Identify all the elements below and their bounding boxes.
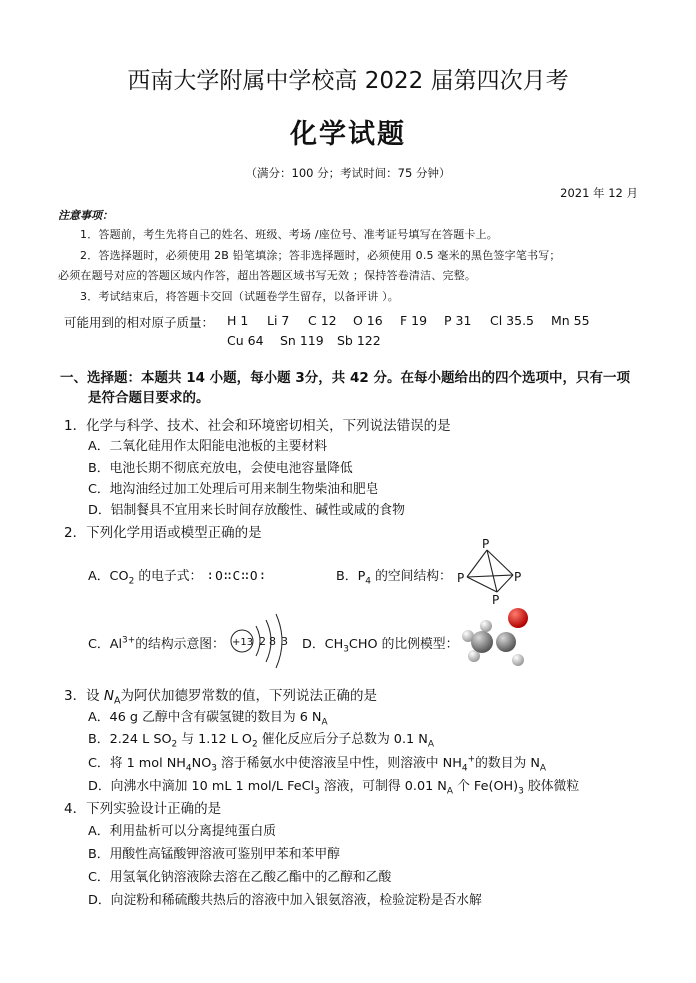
q2-stem: 2．下列化学用语或模型正确的是 (64, 525, 262, 541)
al3-atom-structure-diagram (226, 608, 301, 674)
p-atom-top: P (482, 537, 490, 551)
co2-lewis-structure: ∶O∷C∷O∶ (206, 569, 268, 584)
q4-option-c: C．用氢氧化钠溶液除去溶在乙酸乙酯中的乙醇和乙酸 (88, 870, 392, 885)
section-heading-line1: 一、选择题：本题共 14 小题，每小题 3分，共 42 分。在每小题给出的四个选项中，只有一项 (60, 370, 630, 386)
q1-option-a: A．二氧化硅用作太阳能电池板的主要材料 (88, 439, 328, 454)
atomic-mass-mn: Mn 55 (551, 313, 590, 328)
atomic-mass-p: P 31 (444, 313, 472, 328)
notice-heading: 注意事项： (58, 209, 113, 222)
atomic-mass-li: Li 7 (267, 313, 290, 328)
atomic-mass-h: H 1 (227, 313, 249, 328)
p4-structure-diagram (455, 537, 535, 607)
hydrogen-atom-4 (512, 654, 524, 666)
shell-2-electrons: 8 (269, 635, 276, 648)
q4-option-b: B．用酸性高锰酸钾溶液可鉴别甲苯和苯甲醇 (88, 847, 340, 862)
q4-option-d: D．向淀粉和稀硫酸共热后的溶液中加入银氨溶液，检验淀粉是否水解 (88, 893, 482, 908)
section-heading-line2: 是符合题目要求的。 (88, 390, 210, 406)
nucleus-charge: +13 (232, 637, 254, 648)
atomic-mass-f: F 19 (400, 313, 428, 328)
exam-title: 西南大学附属中学校高 2022 届第四次月考 (127, 68, 569, 94)
q2-option-b: B．$P_4$ 的空间结构： (336, 569, 452, 587)
notice-item-3: 3．考试结束后，将答题卡交回（试题卷学生留存，以备评讲 ）。 (80, 290, 399, 303)
notice-item-2-cont: 必须在题号对应的答题区域内作答，超出答题区域书写无效 ；保持答卷清洁、完整。 (58, 269, 477, 282)
p-atom-right: P (514, 570, 522, 584)
notice-item-2: 2．答选择题时，必须使用 2B 铅笔填涂；答非选择题时，必须使用 0.5 毫米的黑色签字笔书写； (80, 249, 561, 262)
shell-1-electrons: 2 (259, 635, 266, 648)
q4-option-a: A．利用盐析可以分离提纯蛋白质 (88, 824, 276, 839)
q3-option-d: D．向沸水中滴加 10 mL 1 mol/L FeCl$_3$ 溶液，可制得 0.01 $N_A$ 个 $Fe(OH)_3$ 胶体微粒 (88, 779, 580, 797)
atomic-mass-sn: Sn 119 (280, 333, 324, 348)
atomic-mass-cu: Cu 64 (227, 333, 264, 348)
carbonyl-carbon-atom (496, 632, 516, 652)
atomic-mass-sb: Sb 122 (337, 333, 381, 348)
q3-stem: 3．设 $N_A$为阿伏加德罗常数的值，下列说法正确的是 (64, 688, 377, 707)
hydrogen-atom-3 (480, 620, 492, 632)
q2-option-a: A．$CO_2$ 的电子式： ∶O∷C∷O∶ (88, 569, 268, 587)
q4-stem: 4．下列实验设计正确的是 (64, 801, 222, 817)
atomic-mass-cl: Cl 35.5 (490, 313, 535, 328)
q1-option-b: B．电池长期不彻底充放电，会使电池容量降低 (88, 461, 353, 476)
q1-option-c: C．地沟油经过加工处理后可用来制生物柴油和肥皂 (88, 482, 379, 497)
q2-option-d: D．$CH_3CHO$ 的比例模型： (302, 637, 459, 655)
atomic-mass-o: O 16 (353, 313, 383, 328)
q1-option-d: D．铝制餐具不宜用来长时间存放酸性、碱性或咸的食物 (88, 503, 405, 518)
methyl-carbon-atom (471, 631, 493, 653)
acetaldehyde-space-filling-model (458, 606, 538, 672)
atomic-mass-c: C 12 (308, 313, 337, 328)
subject-title: 化学试题 (290, 119, 406, 150)
atomic-mass-label: 可能用到的相对原子质量： (64, 315, 215, 330)
exam-info: （满分：100 分；考试时间：75 分钟） (245, 166, 451, 180)
shell-3-electrons: 3 (281, 635, 288, 648)
q3-option-c: C．将 1 mol $NH_4NO_3$ 溶于稀氨水中使溶液呈中性，则溶液中 $NH_4^+$的数目为 $N_A$ (88, 754, 547, 774)
q2-option-c: C．$Al^{3+}$的结构示意图： (88, 635, 225, 652)
p-atom-left: P (457, 571, 465, 585)
oxygen-atom (508, 608, 528, 628)
notice-item-1: 1．答题前，考生先将自己的姓名、班级、考场 /座位号、准考证号填写在答题卡上。 (80, 228, 498, 241)
q1-stem: 1．化学与科学、技术、社会和环境密切相关，下列说法错误的是 (64, 418, 451, 434)
exam-date: 2021 年 12 月 (560, 186, 638, 200)
p-atom-bottom: P (492, 593, 500, 607)
q3-option-a: A．46 g 乙醇中含有碳氢键的数目为 6 $N_A$ (88, 710, 328, 728)
q3-option-b: B．2.24 L $SO_2$ 与 1.12 L $O_2$ 催化反应后分子总数为 0.1 $N_A$ (88, 732, 434, 750)
